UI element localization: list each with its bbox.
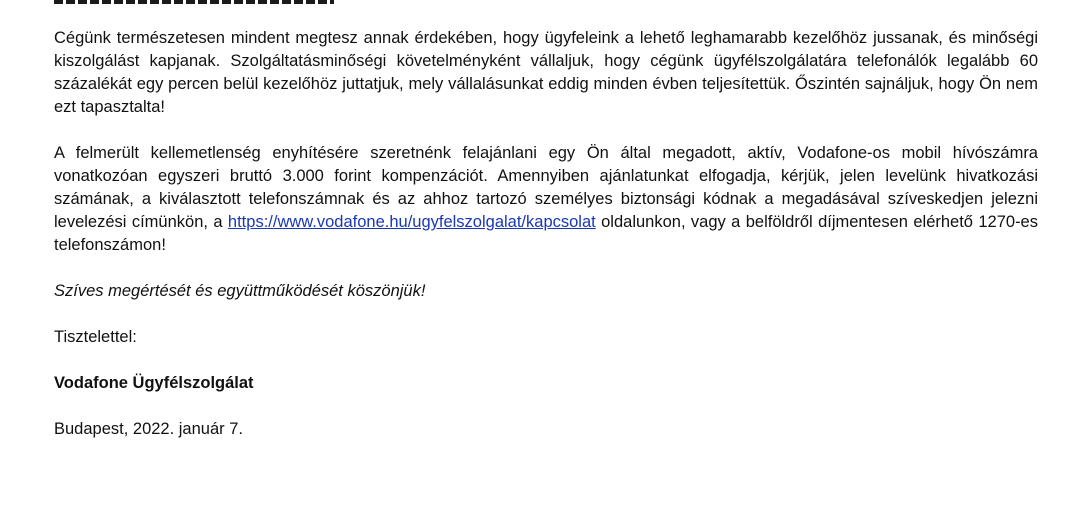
- compensation-text-end: oldalunkon, vagy a belföldről díjmentesen elérhető 1270-es telefonszámon!: [54, 213, 1038, 254]
- thanks-line: Szíves megértését és együttműködését köszönjük!: [54, 282, 426, 300]
- compensation-text: A felmerült kellemetlenség enyhítésére szeretnénk felajánlani egy Ön által megadott, aktív, Vodafone-os mobil hívószámra vonatkozóan egyszeri bruttó 3.000 forint kompenzációt. Amennyiben ajánlatunkat elfogadja, kérjük, jelen levelünk hivatkozási számának, a kiválasztott telefonszámnak és az ahhoz tartozó személyes biztonsági kódnak a megadásával szíveskedjen jelezni levelezési címünkön, a: [54, 144, 1038, 231]
- place-date: Budapest, 2022. január 7.: [54, 420, 243, 438]
- paragraph-service-quality: Cégünk természetesen mindent megtesz annak érdekében, hogy ügyfeleink a lehető leghamarabb kezelőhöz jussanak, és minőségi kiszolgálást kapjanak. Szolgáltatásminőségi követelményként vállaljuk, hogy cégünk ügyfélszolgálatára telefonálók legalább 60 százalékát egy percen belül kezelőhöz juttatjuk, mely vállalásunkat eddig minden évben teljesítettük. Őszintén sajnáljuk, hogy Ön nem ezt tapasztalta!: [54, 29, 1038, 116]
- greeting-line: Tisztelettel:: [54, 328, 137, 346]
- signature: Vodafone Ügyfélszolgálat: [54, 374, 254, 392]
- paragraph-compensation: [54, 142, 1038, 257]
- cut-off-text-line: [54, 0, 334, 4]
- letter-body: [54, 27, 1038, 464]
- contact-page-link[interactable]: https://www.vodafone.hu/ugyfelszolgalat/kapcsolat: [227, 213, 596, 231]
